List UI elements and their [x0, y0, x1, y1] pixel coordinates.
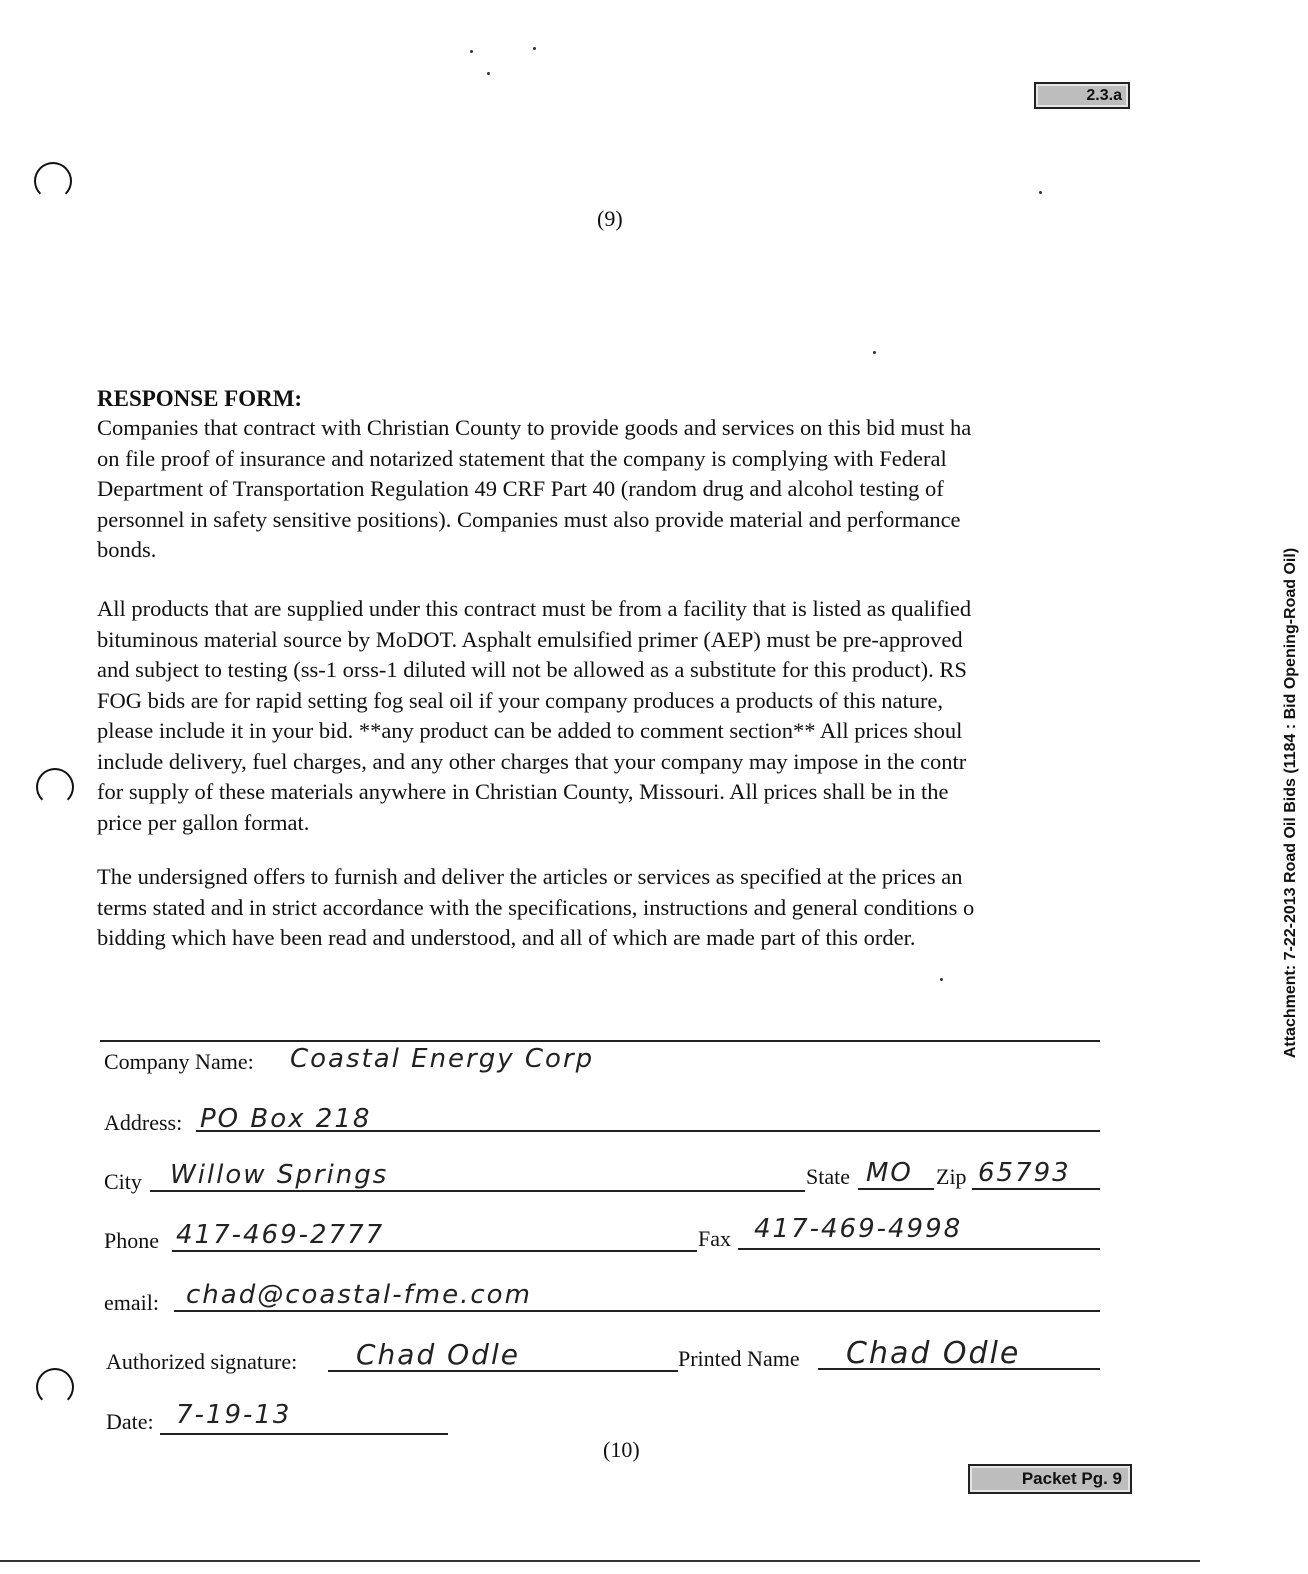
authorized-signature-value[interactable]: Chad Odle — [356, 1338, 520, 1371]
paragraph-line: include delivery, fuel charges, and any other charges that your company may impose in the contr — [97, 748, 967, 774]
packet-page-stamp-label: Packet Pg. 9 — [1021, 1469, 1122, 1488]
paragraph-line: personnel in safety sensitive positions). Companies must also provide material and performance — [97, 506, 961, 532]
paragraph-line: for supply of these materials anywhere in Christian County, Missouri. All prices shall be in the — [97, 779, 949, 804]
paragraph-line: Department of Transportation Regulation 49 CRF Part 40 (random drug and alcohol testing of — [97, 476, 944, 501]
paragraph-line: price per gallon format. — [97, 809, 310, 835]
state-label: State — [806, 1164, 850, 1189]
paragraph-line: All products that are supplied under this contract must be from a facility that is listed as qualified — [97, 596, 972, 621]
paragraph-insurance — [97, 413, 1117, 566]
response-form-heading: RESPONSE FORM: — [97, 386, 303, 411]
page-bottom-rule — [0, 1560, 1200, 1562]
paragraph-products — [97, 594, 1117, 838]
company-name-value[interactable]: Coastal Energy Corp — [290, 1044, 595, 1074]
fax-line — [738, 1248, 1100, 1250]
phone-label: Phone — [104, 1228, 159, 1253]
page-number-top: (9) — [597, 206, 623, 231]
paragraph-line: Companies that contract with Christian County to provide goods and services on this bid must ha — [97, 415, 972, 440]
city-line — [150, 1190, 805, 1192]
city-value[interactable]: Willow Springs — [170, 1160, 389, 1190]
printed-name-label: Printed Name — [678, 1346, 800, 1371]
paragraph-line: on file proof of insurance and notarized statement that the company is complying with Federal — [97, 445, 947, 471]
phone-value[interactable]: 417-469-2777 — [176, 1220, 385, 1250]
paragraph-line: bonds. — [97, 537, 157, 562]
attachment-stamp — [1034, 82, 1130, 109]
packet-page-stamp — [968, 1464, 1132, 1494]
date-line — [160, 1433, 448, 1435]
form-top-rule — [100, 1040, 1100, 1042]
paragraph-line: and subject to testing (ss-1 orss-1 diluted will not be allowed as a substitute for this product). RS — [97, 657, 967, 682]
state-value[interactable]: MO — [866, 1158, 913, 1188]
city-label: City — [104, 1169, 142, 1194]
fax-value[interactable]: 417-469-4998 — [754, 1214, 963, 1244]
punch-hole-mark — [34, 162, 72, 200]
paragraph-line: bituminous material source by MoDOT. Asphalt emulsified primer (AEP) must be pre-approved — [97, 626, 963, 652]
state-line — [858, 1188, 934, 1190]
scan-speck — [487, 72, 490, 75]
scan-speck — [873, 351, 876, 354]
scan-speck — [533, 47, 536, 50]
scan-speck — [940, 978, 943, 981]
paragraph-line: bidding which have been read and understood, and all of which are made part of this order. — [97, 925, 916, 950]
company-name-label: Company Name: — [104, 1049, 254, 1074]
attachment-side-note: Attachment: 7-22-2013 Road Oil Bids (1184 : Bid Opening-Road Oil) — [1282, 547, 1299, 1059]
printed-name-value[interactable]: Chad Odle — [846, 1336, 1021, 1371]
punch-hole-mark — [36, 1368, 74, 1406]
email-line — [174, 1310, 1100, 1312]
date-label: Date: — [106, 1409, 154, 1434]
zip-value[interactable]: 65793 — [978, 1158, 1071, 1188]
address-label: Address: — [104, 1110, 183, 1135]
punch-hole-mark — [36, 768, 74, 806]
scan-speck — [1039, 191, 1042, 194]
paragraph-line: FOG bids are for rapid setting fog seal oil if your company produces a products of this nature, — [97, 687, 944, 713]
date-value[interactable]: 7-19-13 — [176, 1400, 292, 1430]
email-value[interactable]: chad@coastal-fme.com — [186, 1280, 532, 1310]
zip-label: Zip — [936, 1164, 967, 1189]
attachment-stamp-label: 2.3.a — [1086, 86, 1122, 104]
paragraph-undersigned — [97, 862, 1117, 954]
fax-label: Fax — [698, 1226, 731, 1251]
paragraph-line: please include it in your bid. **any product can be added to comment section** All prices shoul — [97, 718, 963, 743]
page-number-bottom: (10) — [603, 1437, 640, 1462]
paragraph-line: The undersigned offers to furnish and deliver the articles or services as specified at the prices an — [97, 864, 963, 889]
phone-line — [172, 1250, 697, 1252]
address-value[interactable]: PO Box 218 — [200, 1104, 372, 1134]
authorized-signature-label: Authorized signature: — [106, 1349, 298, 1374]
email-label: email: — [104, 1290, 159, 1315]
zip-line — [972, 1188, 1100, 1190]
paragraph-line: terms stated and in strict accordance with the specifications, instructions and general conditions o — [97, 894, 975, 920]
scan-speck — [470, 50, 473, 53]
